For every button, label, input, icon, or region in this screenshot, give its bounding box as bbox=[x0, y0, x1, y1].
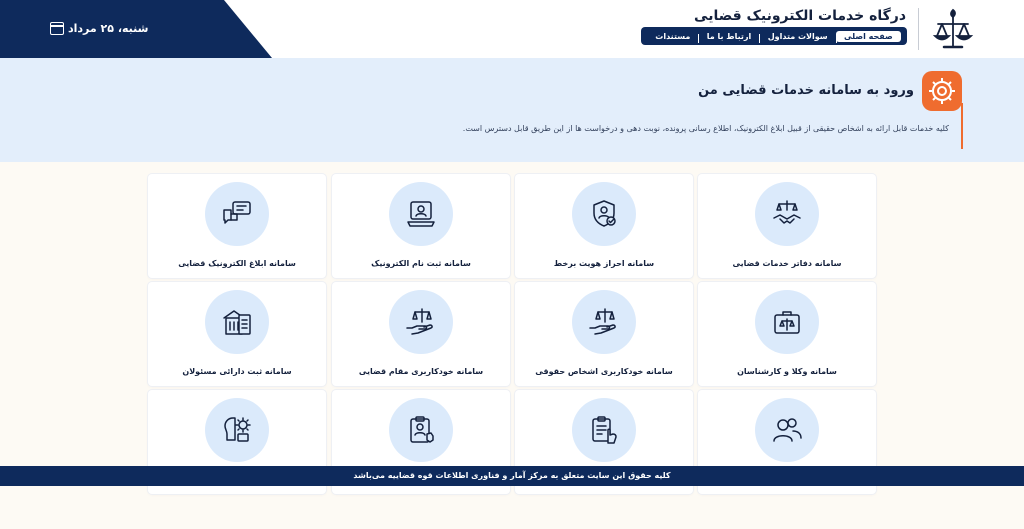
service-card-label: سامانه ابلاغ الکترونیک قضایی bbox=[178, 259, 296, 268]
chat-bubbles-icon bbox=[205, 182, 269, 246]
handshake-scales-icon bbox=[755, 182, 819, 246]
service-card[interactable] bbox=[698, 174, 876, 278]
service-card[interactable] bbox=[148, 174, 326, 278]
service-card-label: سامانه ثبت دارائی مسئولان bbox=[182, 367, 292, 376]
service-card-label: سامانه وکلا و کارشناسان bbox=[737, 367, 837, 376]
current-date: شنبه، ۲۵ مرداد bbox=[68, 22, 149, 35]
service-card-label: سامانه خودکاربری اشخاص حقوقی bbox=[535, 367, 673, 376]
banner-accent-line bbox=[961, 103, 963, 149]
logo-divider bbox=[918, 8, 919, 50]
banner-title[interactable]: ورود به سامانه خدمات قضایی من bbox=[698, 83, 914, 98]
nav-home[interactable]: صفحه اصلی bbox=[836, 31, 901, 42]
service-card[interactable] bbox=[698, 282, 876, 386]
clipboard-badge-icon bbox=[389, 398, 453, 462]
service-card[interactable] bbox=[332, 174, 510, 278]
service-card[interactable] bbox=[332, 282, 510, 386]
brain-gear-icon bbox=[205, 398, 269, 462]
service-card[interactable] bbox=[515, 174, 693, 278]
main-nav bbox=[641, 27, 907, 45]
building-checklist-icon bbox=[205, 290, 269, 354]
login-banner bbox=[0, 58, 1024, 162]
service-card[interactable] bbox=[148, 282, 326, 386]
site-title: درگاه خدمات الکترونیک قضایی bbox=[694, 8, 906, 24]
laptop-user-icon bbox=[389, 182, 453, 246]
nav-docs[interactable]: مستندات bbox=[647, 32, 698, 41]
service-card-label: سامانه خودکاربری مقام قضایی bbox=[358, 367, 484, 376]
banner-description: کلیه خدمات قابل ارائه به اشخاص حقیقی از قبیل ابلاغ الکترونیک، اطلاع رسانی پرونده، نوبت دهی و درخواست ها از این طریق قابل دسترس است. bbox=[462, 124, 949, 133]
service-card[interactable] bbox=[515, 282, 693, 386]
service-card-label: سامانه دفاتر خدمات قضایی bbox=[732, 259, 842, 268]
footer-copyright: کلیه حقوق این سایت متعلق به مرکز آمار و فناوری اطلاعات قوه قضاییه می‌باشد bbox=[0, 466, 1024, 486]
users-icon bbox=[755, 398, 819, 462]
judiciary-logo[interactable] bbox=[930, 6, 976, 52]
service-card-label: سامانه احراز هویت برخط bbox=[553, 259, 655, 268]
nav-faq[interactable]: سوالات متداول bbox=[760, 32, 836, 41]
hand-scales-icon bbox=[389, 290, 453, 354]
hand-scales-icon bbox=[572, 290, 636, 354]
service-card-label: سامانه ثبت نام الکترونیک bbox=[371, 259, 471, 268]
briefcase-scales-icon bbox=[755, 290, 819, 354]
shield-user-icon bbox=[572, 182, 636, 246]
settings-gear-icon[interactable] bbox=[922, 71, 962, 111]
nav-contact[interactable]: ارتباط با ما bbox=[699, 32, 759, 41]
site-header bbox=[0, 0, 1024, 58]
clipboard-hand-icon bbox=[572, 398, 636, 462]
calendar-icon bbox=[50, 22, 64, 35]
